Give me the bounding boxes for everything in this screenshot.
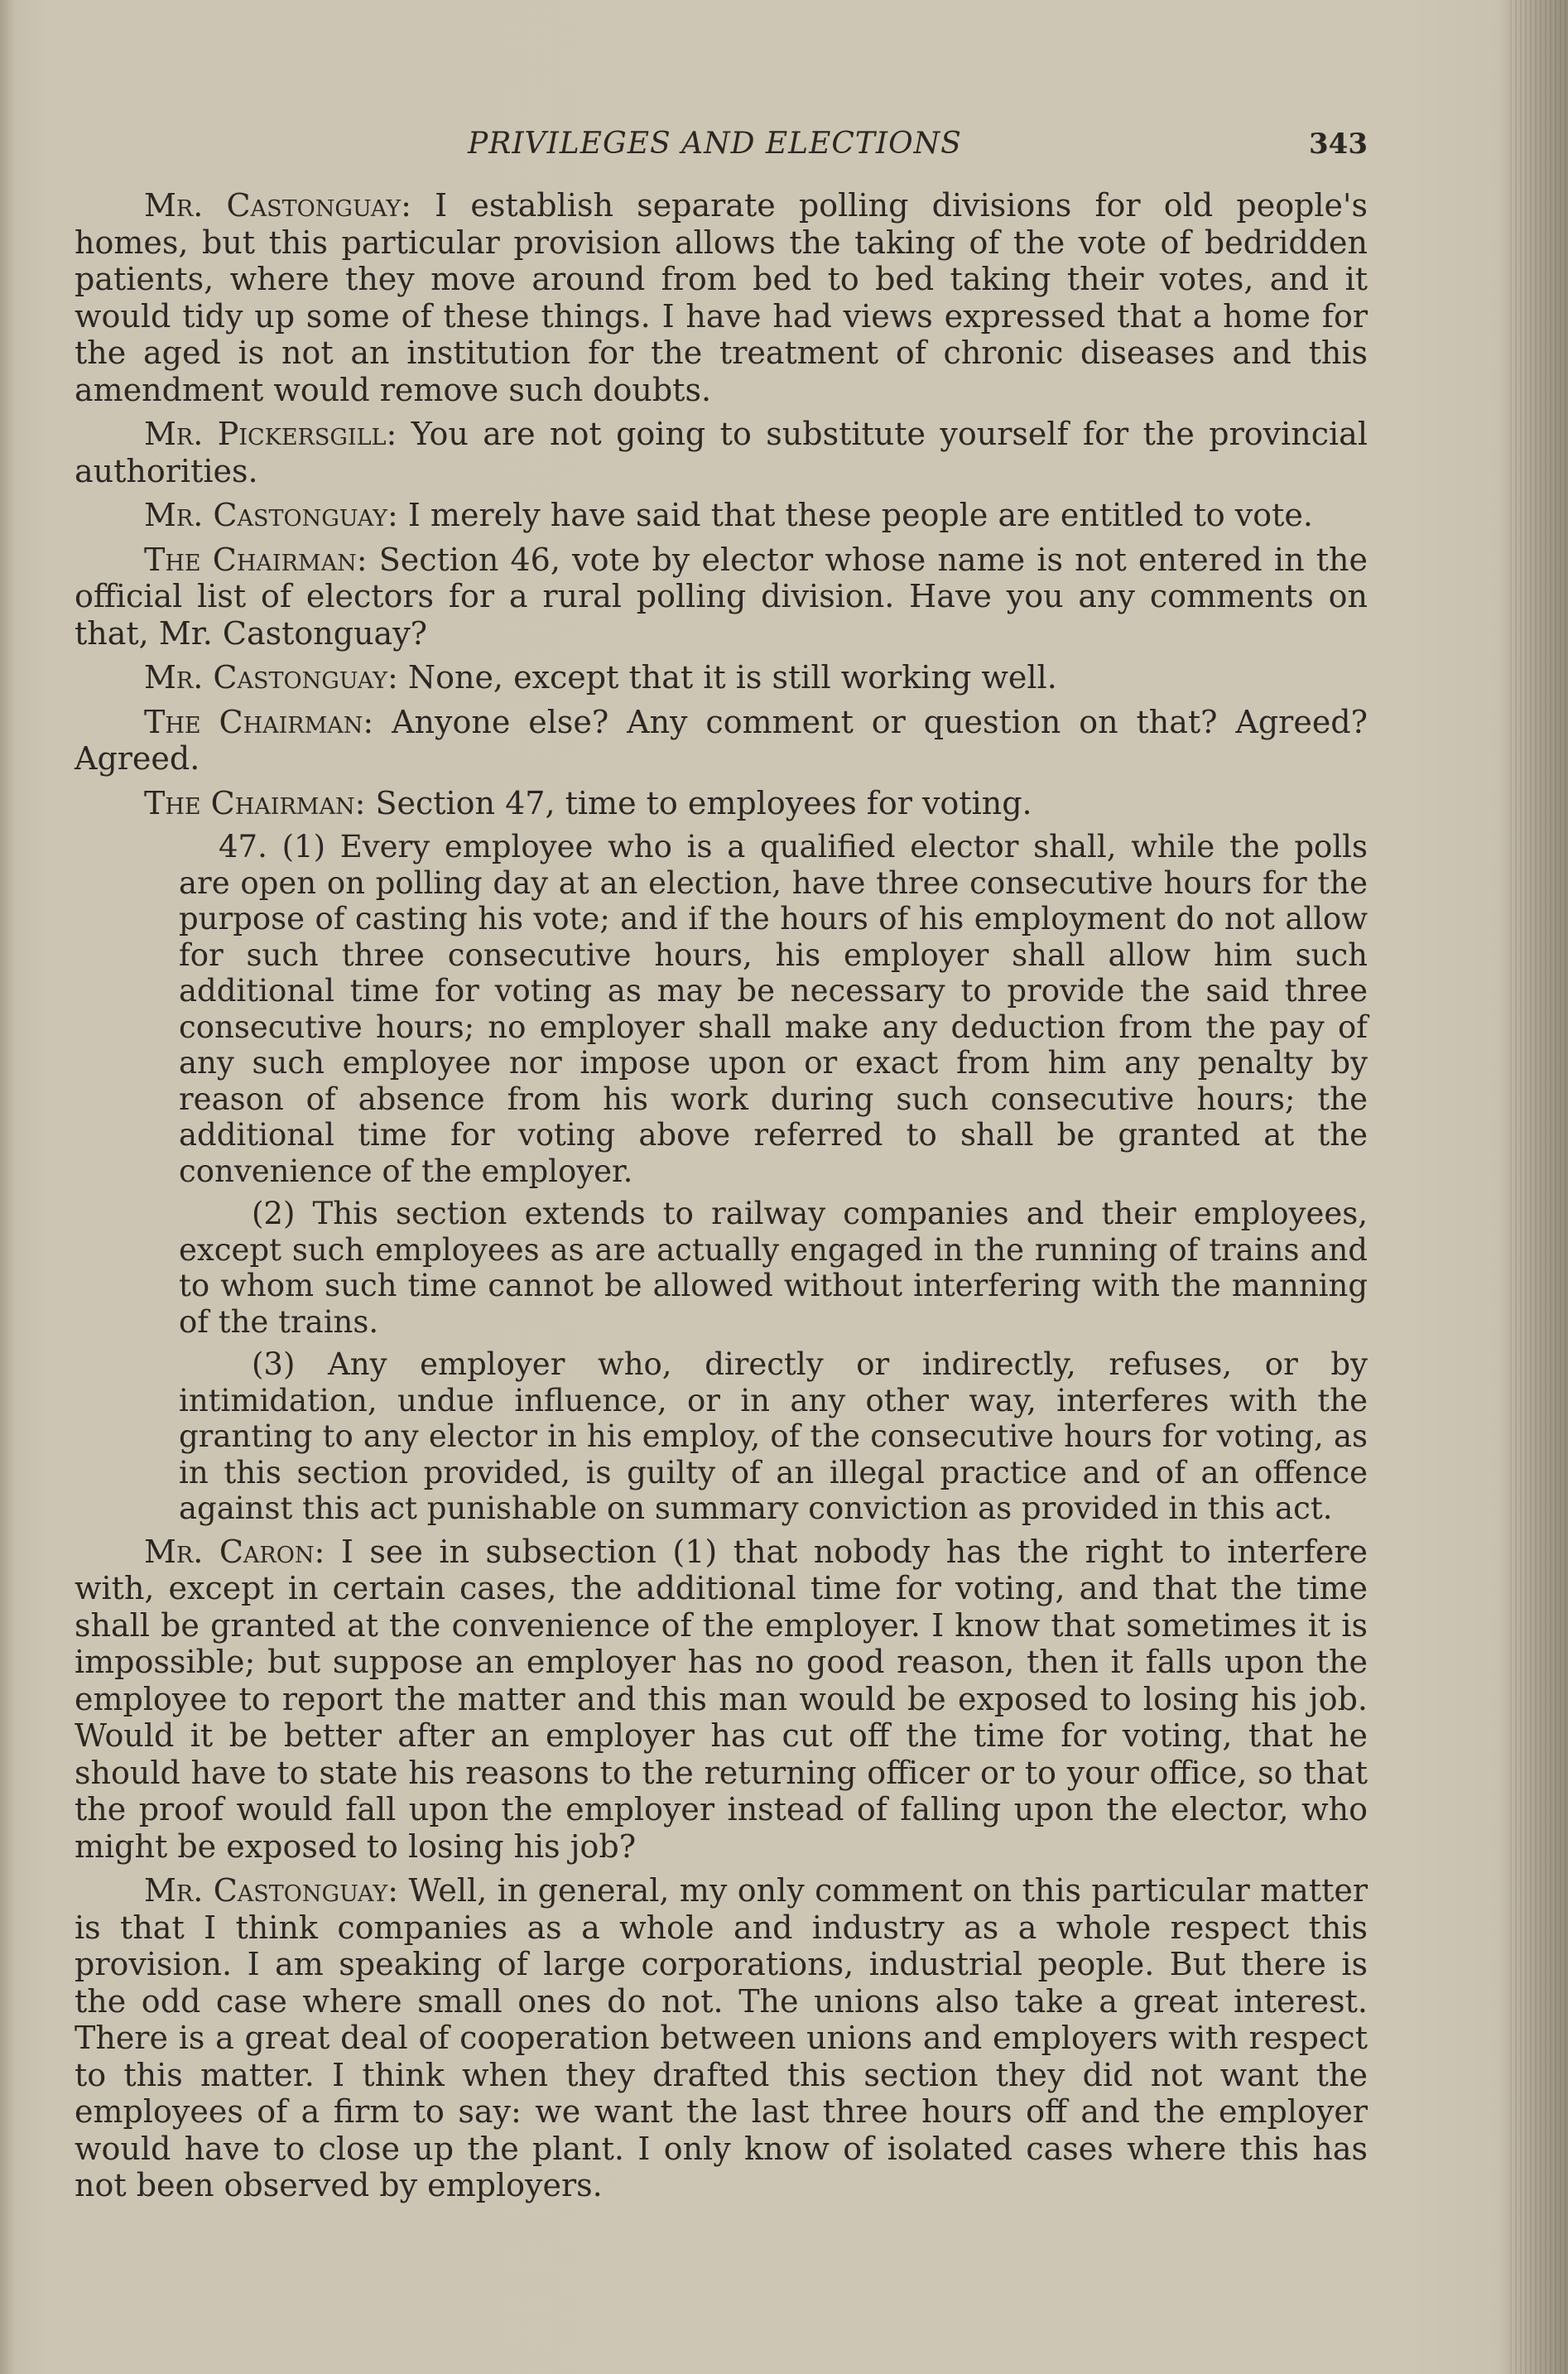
speech-text: Section 47, time to employees for voting.: [365, 784, 1032, 821]
running-head-title: PRIVILEGES AND ELECTIONS: [468, 127, 962, 161]
speech-paragraph: [75, 704, 1368, 778]
speaker: Mr. Pickersgill:: [144, 416, 397, 452]
speech-paragraph: [75, 497, 1368, 534]
speaker: Mr. Castonguay:: [144, 187, 411, 224]
statute-subsection-2: (2) This section extends to railway companies and their employees, except such employees as are actually engaged in the running of trains and to whom such time cannot be allowed without interfering with the manning of the trains.: [179, 1196, 1368, 1340]
speech-paragraph: [75, 187, 1368, 408]
speech-paragraph: [75, 416, 1368, 489]
quoted-statute: [179, 829, 1368, 1527]
speaker: The Chairman:: [144, 784, 366, 821]
speech-paragraph: [75, 542, 1368, 652]
speaker: Mr. Castonguay:: [144, 1872, 399, 1909]
speech-text: Anyone else? Any comment or question on that? Agreed? Agreed.: [75, 703, 1368, 777]
speech-paragraph: [75, 659, 1368, 696]
speaker: Mr. Caron:: [144, 1533, 325, 1570]
speech-text: I see in subsection (1) that nobody has the right to interfere with, except in certain cases, the additional time for voting, and that the time shall be granted at the convenience of the employer. I know that sometimes it is impossible; but suppose an employer has no good reason, then it falls upon the employee to report the matter and this man would be exposed to losing his job. Would it be better after an employer has cut off the time for voting, that he should have to state his reasons to the returning officer or to your office, so that the proof would fall upon the employer instead of falling upon the elector, who might be exposed to losing his job?: [75, 1533, 1368, 1865]
page-number: 343: [1309, 128, 1368, 161]
speech-text: You are not going to substitute yourself for the provincial authorities.: [75, 416, 1368, 489]
speaker: Mr. Castonguay:: [144, 659, 398, 696]
speech-text: Section 46, vote by elector whose name is not entered in the official list of electors for a rural polling division. Have you any comments on that, Mr. Castonguay?: [75, 541, 1368, 652]
speech-text: Well, in general, my only comment on this particular matter is that I think companies as a whole and industry as a whole respect this provision. I am speaking of large corporations, industrial people. But there is the odd case where small ones do not. The unions also take a great interest. There is a great deal of cooperation between unions and employers with respect to this matter. I think when they drafted this section they did not want the employees of a firm to say: we want the last three hours off and the employer would have to close up the plant. I only know of isolated cases where this has not been observed by employers.: [75, 1872, 1368, 2203]
speech-text: I merely have said that these people are entitled to vote.: [397, 497, 1313, 533]
speaker: The Chairman:: [144, 703, 374, 740]
speech-text: I establish separate polling divisions for old people's homes, but this particular provision allows the taking of the vote of bedridden patients, where they move around from bed to bed taking their votes, and it would tidy up some of these things. I have had views expressed that a home for the aged is not an institution for the treatment of chronic diseases and this amendment would remove such doubts.: [75, 187, 1368, 408]
speaker: Mr. Castonguay:: [144, 497, 398, 533]
speech-text: None, except that it is still working well.: [397, 659, 1057, 696]
speech-paragraph: [75, 1872, 1368, 2204]
speaker: The Chairman:: [144, 541, 368, 578]
running-head: [75, 126, 1368, 176]
page-edge: [1510, 0, 1568, 2374]
speech-paragraph: [75, 785, 1368, 822]
speech-paragraph: [75, 1534, 1368, 1866]
statute-subsection-3: (3) Any employer who, directly or indirectly, refuses, or by intimidation, undue influence, or in any other way, interferes with the granting to any elector in his employ, of the consecutive hours for voting, as in this section provided, is guilty of an illegal practice and of an offence against this act punishable on summary conviction as provided in this act.: [179, 1346, 1368, 1526]
page-content: [75, 126, 1368, 2212]
statute-subsection-1: 47. (1) Every employee who is a qualified elector shall, while the polls are open on polling day at an election, have three consecutive hours for the purpose of casting his vote; and if the hours of his employment do not allow for such three consecutive hours, his employer shall allow him such additional time for voting as may be necessary to provide the said three consecutive hours; no employer shall make any deduction from the pay of any such employee nor impose upon or exact from him any penalty by reason of absence from his work during such consecutive hours; the additional time for voting above referred to shall be granted at the convenience of the employer.: [179, 829, 1368, 1189]
